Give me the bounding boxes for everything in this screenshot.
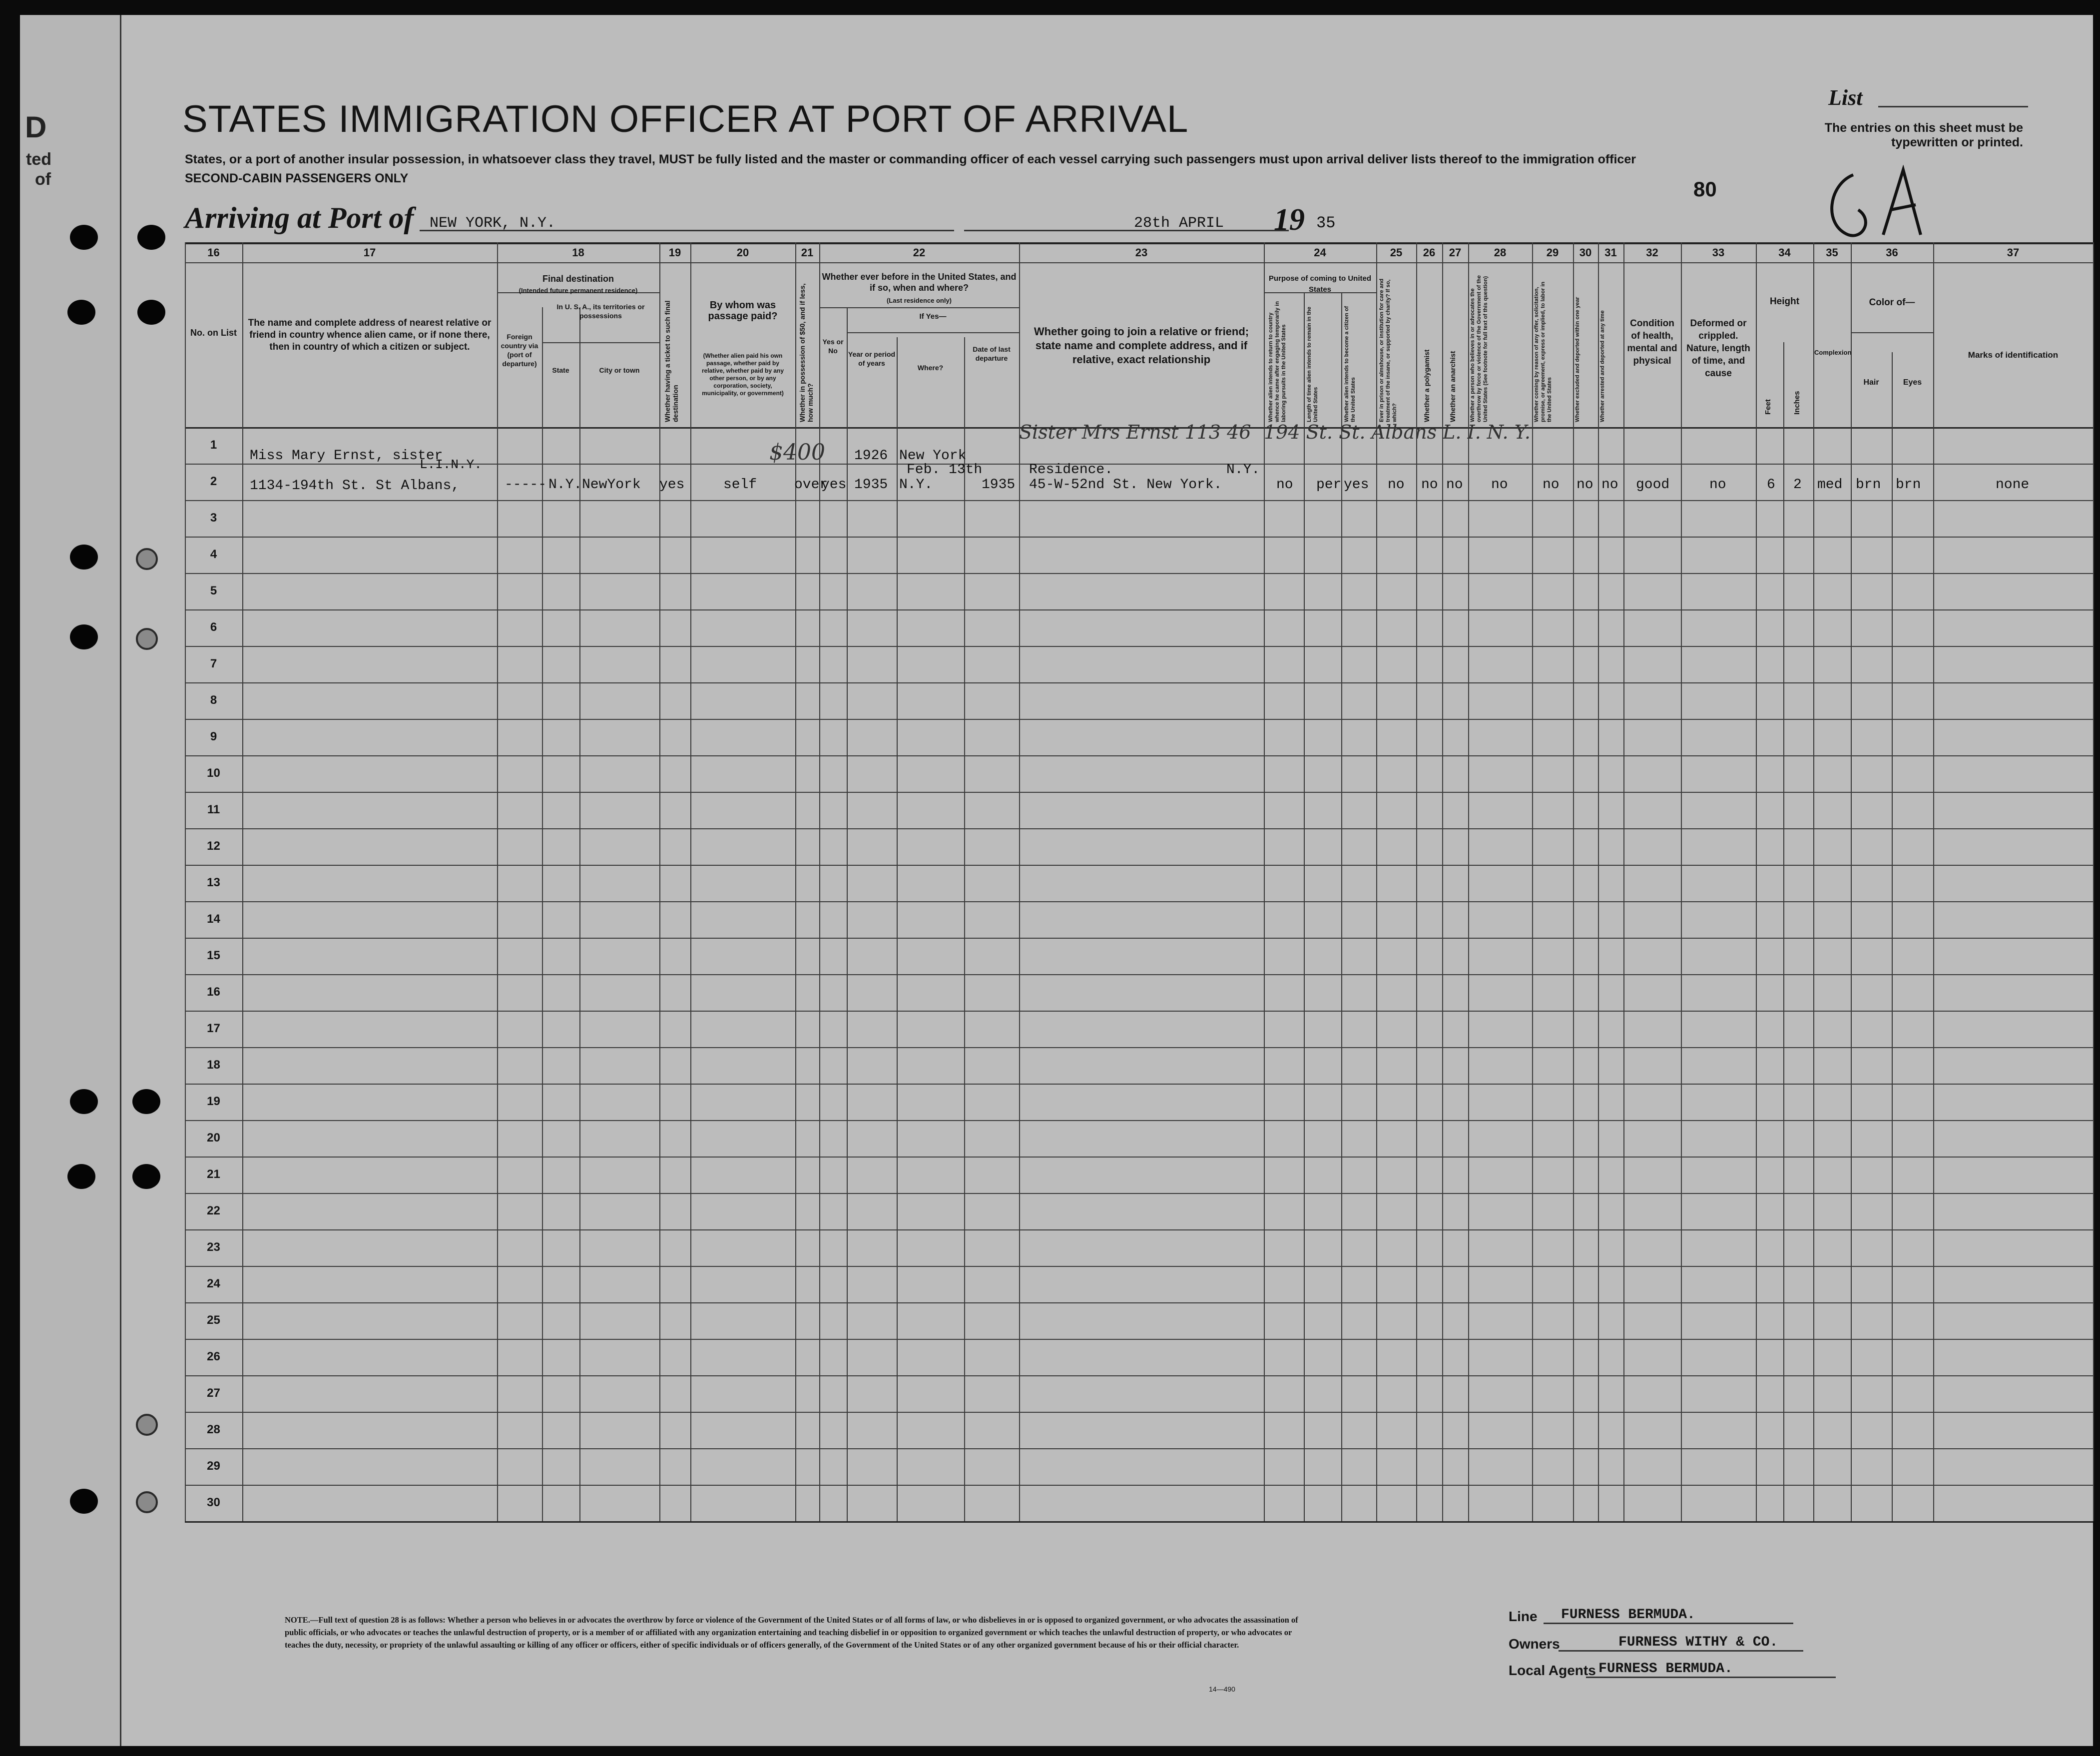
binding-hole: [70, 624, 98, 649]
sheet-number: 80: [1693, 177, 1717, 201]
row-divider: [185, 609, 2093, 610]
strip-fragment: ted: [26, 150, 51, 169]
row-divider: [185, 974, 2093, 975]
binding-ring: [136, 548, 158, 570]
header-last-departure: Date of last departure: [973, 345, 1011, 362]
row-number: 29: [207, 1459, 220, 1473]
table-bottom-border: [185, 1521, 2093, 1523]
row-divider: [185, 1266, 2093, 1267]
row-divider: [185, 901, 2093, 902]
header-purpose-length: Length of time alien intends to remain in the United States: [1306, 306, 1319, 422]
purpose-length: per: [1316, 477, 1342, 493]
column-divider: [1813, 242, 1814, 1521]
deformed-value: no: [1709, 477, 1726, 493]
row-divider: [185, 719, 2093, 720]
date-value: 28th APRIL: [1134, 215, 1224, 232]
row-number: 24: [207, 1277, 220, 1290]
purpose-citizen: yes: [1344, 477, 1369, 493]
row-number: 10: [207, 766, 220, 780]
header-in-usa: In U. S. A., its territories or possessions: [556, 303, 645, 320]
header-polygamist: Whether a polygamist: [1423, 349, 1431, 422]
address-handwritten: 194 St. St. Albans L. I. N. Y.: [1264, 421, 1531, 443]
column-divider: [1681, 242, 1682, 1521]
polygamist-value: no: [1421, 477, 1438, 493]
agents-value: FURNESS BERMUDA.: [1598, 1661, 1733, 1677]
purpose-return: no: [1276, 477, 1293, 493]
row-number: 4: [210, 548, 217, 561]
row-number: 16: [207, 985, 220, 999]
row-divider: [185, 1084, 2093, 1085]
row-number: 3: [210, 511, 217, 525]
row-number: 20: [207, 1131, 220, 1145]
foreign-port: -----: [505, 477, 547, 493]
header-overthrow: Whether a person who believes in or advocates the overthrow by force or violence of the Government of the United States (See footnote for full text of this question): [1470, 275, 1489, 422]
relative-name: Miss Mary Ernst, sister: [250, 448, 443, 464]
column-number: 23: [1135, 246, 1148, 259]
header-marks: Marks of identification: [1968, 350, 2059, 360]
column-number: 27: [1449, 246, 1462, 259]
row-divider: [185, 573, 2093, 574]
height-inches: 2: [1793, 477, 1802, 493]
eyes-value: brn: [1896, 477, 1921, 493]
row-number: 22: [207, 1204, 220, 1217]
dest-city: NewYork: [582, 477, 641, 493]
group-header-divider: [847, 332, 1019, 333]
row-divider: [185, 1229, 2093, 1230]
column-divider: [1623, 242, 1624, 1521]
column-number: 28: [1494, 246, 1507, 259]
row-divider: [185, 537, 2093, 538]
header-health: Condition of health, mental and physical: [1627, 318, 1677, 366]
column-number: 37: [2007, 246, 2020, 259]
group-header-divider: [542, 342, 659, 343]
column-divider: [1851, 242, 1852, 1521]
header-hair: Hair: [1863, 378, 1879, 387]
line-value: FURNESS BERMUDA.: [1561, 1607, 1695, 1623]
row-divider: [185, 1448, 2093, 1449]
header-join-relative: Whether going to join a relative or friend; state name and complete address, and if relative, exact relationship: [1034, 325, 1249, 366]
column-number: 31: [1604, 246, 1617, 259]
column-divider: [1756, 242, 1757, 1521]
header-if-yes: If Yes—: [919, 312, 947, 321]
column-number: 29: [1546, 246, 1559, 259]
row-divider: [185, 1011, 2093, 1012]
row-divider: [185, 1485, 2093, 1486]
subcolumn-divider: [964, 337, 965, 1521]
binding-ring: [136, 1414, 158, 1436]
header-feet: Feet: [1764, 399, 1772, 415]
entries-note: The entries on this sheet must be typewritten or printed.: [1824, 121, 2023, 149]
labor-offer-value: no: [1543, 477, 1560, 493]
footnote-question-28: NOTE.—Full text of question 28 is as follows: Whether a person who believes in or advocates the overthrow by force or violence of the Government of the United States or of all forms of law, or who disbelieves in or is opposed to organized government, or who advocates the assassination of public officials, or who advocates or teaches the unlawful destruction of property, or is a member of or affiliated with any organization entertaining and teaching disbelief in or opposition to organized government or which teaches the unlawful destruction of property, or who advocates or teaches the duty, necessity, or propriety of the unlawful assaulting or killing of any officer or officers, either of specific individuals or of officers generally, of the Government of the United States or of any other organized government because of his or their official character.: [285, 1615, 1298, 1650]
deported-value: no: [1601, 477, 1618, 493]
column-number: 17: [363, 246, 376, 259]
subcolumn-divider: [1892, 352, 1893, 1521]
header-deported: Whether arrested and deported at any time: [1599, 310, 1605, 422]
row-divider: [185, 646, 2093, 647]
header-money: Whether in possession of $50, and if less, how much?: [798, 283, 814, 422]
immigration-manifest-sheet: [20, 15, 2093, 1746]
header-city: City or town: [599, 366, 640, 374]
column-number: 18: [572, 246, 584, 259]
header-labor-offer: Whether coming by reason of any offer, solicitation, promise, or agreement, express or implied, to labor in the United States: [1534, 281, 1553, 422]
binding-strip: [20, 15, 121, 1746]
dest-state: N.Y.: [548, 477, 582, 493]
column-divider: [1573, 242, 1574, 1521]
column-number: 19: [668, 246, 681, 259]
column-number: 16: [207, 246, 220, 259]
join-state: N.Y.: [1226, 462, 1260, 478]
visit-date-2: 1935: [982, 477, 1016, 493]
subcolumn-divider: [1341, 292, 1342, 1521]
column-number: 24: [1314, 246, 1326, 259]
complexion-value: med: [1817, 477, 1843, 493]
row-number: 27: [207, 1386, 220, 1400]
header-color: Color of—: [1869, 297, 1915, 308]
agents-label: Local Agents: [1509, 1663, 1596, 1678]
header-before-in-us: Whether ever before in the United States, and if so, when and where?: [822, 272, 1017, 293]
row-divider: [185, 828, 2093, 829]
header-relative-address: The name and complete address of nearest relative or friend in country whence alien came, or if none there, then in country of which a citizen or subject.: [248, 318, 492, 352]
relative-address: 1134-194th St. St Albans,: [250, 478, 460, 494]
visit-year-1: 1926: [854, 448, 888, 464]
strip-fragment: D: [25, 110, 47, 144]
header-prison: Ever in prison or almshouse, or institution for care and treatment of the insane, or supported by charity? If so, which?: [1379, 278, 1398, 422]
owners-value: FURNESS WITHY & CO.: [1618, 1635, 1778, 1650]
row-divider: [185, 1120, 2093, 1121]
row-divider: [185, 792, 2093, 793]
column-divider: [2093, 242, 2094, 1521]
binding-hole: [70, 1489, 98, 1514]
line-label: Line: [1509, 1609, 1538, 1624]
header-excluded: Whether excluded and deported within one year: [1575, 297, 1580, 422]
money-value: over: [794, 477, 828, 493]
port-value: NEW YORK, N.Y.: [430, 215, 556, 232]
cabin-class: SECOND-CABIN PASSENGERS ONLY: [185, 171, 409, 185]
page-subtitle: States, or a port of another insular possession, in whatsoever class they travel, MUST be fully listed and the master or commanding officer of each vessel carrying such passengers must upon arrival deliver lists thereof to the immigration officer: [185, 152, 1636, 166]
row-number: 9: [210, 730, 217, 743]
list-field-line: [1878, 106, 2028, 107]
column-divider: [659, 242, 660, 1521]
marks-value: none: [1996, 477, 2030, 493]
year-prefix: 19: [1274, 203, 1305, 237]
column-number: 32: [1646, 246, 1658, 259]
column-divider: [1933, 242, 1934, 1521]
row-divider: [185, 938, 2093, 939]
before-yes-no: yes: [821, 477, 847, 493]
binding-hole: [132, 1089, 160, 1114]
excluded-value: no: [1576, 477, 1593, 493]
row-divider: [185, 1339, 2093, 1340]
height-feet: 6: [1767, 477, 1775, 493]
header-inches: Inches: [1793, 391, 1801, 415]
prison-value: no: [1388, 477, 1405, 493]
column-number: 20: [736, 246, 749, 259]
money-handwritten: $400: [769, 440, 825, 465]
row-number: 19: [207, 1095, 220, 1108]
binding-hole: [70, 545, 98, 570]
column-divider: [242, 242, 243, 1521]
header-year: Year or period of years: [848, 350, 896, 367]
row-number: 15: [207, 949, 220, 962]
row-number: 28: [207, 1423, 220, 1436]
header-ticket: Whether having a ticket to such final destination: [663, 300, 679, 422]
join-handwritten: Sister Mrs Ernst 113 46: [1019, 421, 1251, 443]
row-divider: [185, 1157, 2093, 1158]
subcolumn-divider: [847, 307, 848, 1521]
row-number: 5: [210, 584, 217, 597]
column-divider: [690, 242, 691, 1521]
header-height: Height: [1769, 296, 1800, 307]
binding-hole: [67, 1164, 95, 1189]
row-number: 1: [210, 438, 217, 452]
header-no-on-list: No. on List: [190, 328, 237, 338]
row-divider: [185, 1193, 2093, 1194]
visit-where-1: New York: [899, 448, 967, 464]
join-line-1: Residence.: [1029, 462, 1113, 478]
subcolumn-divider: [1304, 292, 1305, 1521]
header-purpose: Purpose of coming to United States: [1269, 274, 1371, 294]
list-label: List: [1828, 85, 1863, 110]
group-header-divider: [819, 307, 1019, 308]
row-divider: [185, 682, 2093, 683]
column-number: 26: [1423, 246, 1436, 259]
header-passage-note: (Whether alien paid his own passage, whether paid by relative, whether paid by any other person, or by any corporation, society, municipality, or government): [701, 352, 784, 397]
binding-hole: [70, 225, 98, 250]
join-line-2: 45-W-52nd St. New York.: [1029, 477, 1222, 493]
form-number: 14—490: [1209, 1685, 1235, 1693]
row-number: 25: [207, 1313, 220, 1327]
binding-hole: [137, 300, 165, 325]
header-before-note: (Last residence only): [886, 297, 952, 304]
row-divider: [185, 865, 2093, 866]
column-number: 36: [1886, 246, 1898, 259]
row-number: 26: [207, 1350, 220, 1363]
header-where: Where?: [917, 364, 944, 372]
visit-where-2: N.Y.: [899, 477, 933, 493]
row-number: 6: [210, 620, 217, 634]
subcolumn-divider: [1783, 342, 1784, 1521]
column-divider: [819, 242, 820, 1521]
visit-date-1: Feb. 13th: [907, 462, 983, 478]
binding-hole: [132, 1164, 160, 1189]
header-foreign-country: Foreign country via (port of departure): [501, 333, 538, 368]
hair-value: brn: [1856, 477, 1881, 493]
date-field-line: [964, 230, 1289, 231]
header-state: State: [552, 366, 569, 374]
column-divider: [795, 242, 796, 1521]
row-number: 21: [207, 1168, 220, 1181]
column-number: 25: [1390, 246, 1403, 259]
header-deformed: Deformed or crippled. Nature, length of time, and cause: [1686, 318, 1750, 379]
binding-hole: [137, 225, 165, 250]
visit-year-2: 1935: [854, 477, 888, 493]
header-final-destination: Final destination: [542, 274, 614, 284]
header-final-destination-note: (Intended future permanent residence): [519, 287, 638, 294]
ticket-value: yes: [659, 477, 685, 493]
column-number: 35: [1826, 246, 1838, 259]
header-yes-no: Yes or No: [822, 338, 844, 355]
header-passage-paid: By whom was passage paid?: [708, 300, 778, 322]
row-divider: [185, 1412, 2093, 1413]
header-purpose-citizen: Whether alien intends to become a citizen of the United States: [1344, 306, 1356, 422]
row-number: 12: [207, 839, 220, 853]
owners-label: Owners: [1509, 1636, 1560, 1652]
subcolumn-divider: [897, 337, 898, 1521]
column-number: 34: [1778, 246, 1791, 259]
header-purpose-return: Whether alien intends to return to country whence he came after engaging temporarily in laboring pursuits in the United States: [1268, 301, 1287, 422]
column-divider: [497, 242, 498, 1521]
health-value: good: [1636, 477, 1670, 493]
handwritten-list-code: [1818, 165, 1938, 245]
group-header-divider: [1851, 332, 1933, 333]
column-number: 22: [913, 246, 926, 259]
row-divider: [185, 1375, 2093, 1376]
row-number: 14: [207, 912, 220, 926]
year-suffix: 35: [1316, 214, 1336, 232]
row-number: 11: [207, 803, 220, 816]
arriving-label: Arriving at Port of: [185, 201, 414, 234]
relative-location: L.I.N.Y.: [420, 457, 482, 472]
row-number: 17: [207, 1022, 220, 1035]
row-divider: [185, 500, 2093, 501]
header-anarchist: Whether an anarchist: [1449, 351, 1457, 422]
row-number: 2: [210, 475, 217, 488]
column-number: 30: [1579, 246, 1592, 259]
column-number: 21: [801, 246, 814, 259]
binding-hole: [67, 300, 95, 325]
row-number: 8: [210, 693, 217, 707]
paid-by-value: self: [723, 477, 757, 493]
anarchist-value: no: [1446, 477, 1463, 493]
page-title: STATES IMMIGRATION OFFICER AT PORT OF ARRIVAL: [182, 98, 1189, 140]
row-divider: [185, 1047, 2093, 1048]
header-complexion: Complexion: [1814, 349, 1852, 356]
column-divider: [1532, 242, 1533, 1521]
row-divider: [185, 1302, 2093, 1303]
row-number: 30: [207, 1496, 220, 1509]
column-number: 33: [1712, 246, 1725, 259]
strip-fragment: of: [35, 170, 51, 189]
overthrow-value: no: [1491, 477, 1508, 493]
row-divider: [185, 755, 2093, 756]
column-divider: [1598, 242, 1599, 1521]
binding-hole: [70, 1089, 98, 1114]
header-eyes: Eyes: [1903, 378, 1922, 387]
row-number: 7: [210, 657, 217, 670]
binding-ring: [136, 628, 158, 650]
binding-ring: [136, 1491, 158, 1513]
row-number: 23: [207, 1240, 220, 1254]
row-number: 18: [207, 1058, 220, 1072]
row-number: 13: [207, 876, 220, 889]
